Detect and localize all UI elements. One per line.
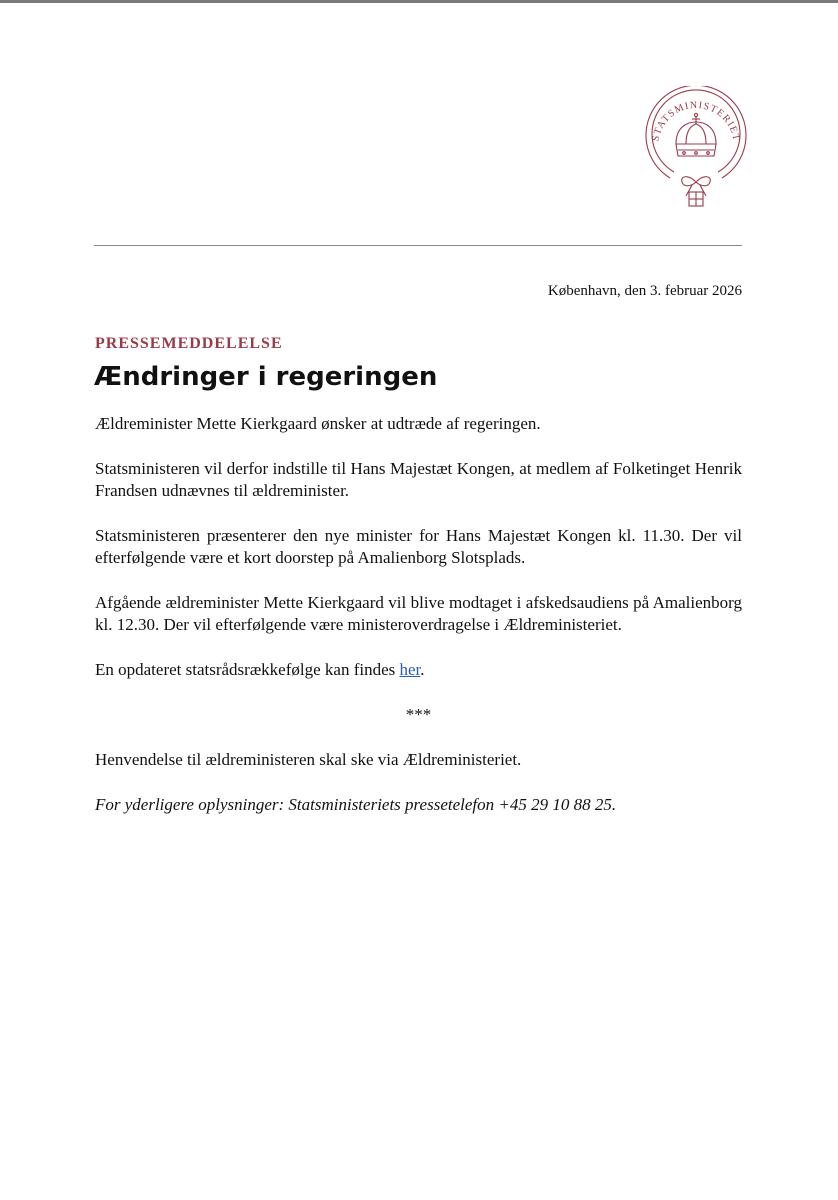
paragraph-1: Ældreminister Mette Kierkgaard ønsker at udtræde af regeringen. — [95, 414, 541, 433]
paragraph-4: Afgående ældreminister Mette Kierkgaard vil blive modtaget i afskedsaudiens på Amalienborg kl. 12.30. Der vil efterfølgende være ministeroverdragelse i Ældreministeriet. — [95, 593, 742, 634]
statsministeriet-seal-logo — [640, 86, 752, 218]
paragraph-2: Statsministeren vil derfor indstille til Hans Majestæt Kongen, at medlem af Folketinget Henrik Frandsen udnævnes til ældreminister. — [95, 459, 742, 500]
document-body — [95, 413, 742, 839]
link-paragraph — [95, 659, 742, 681]
document-date: København, den 3. februar 2026 — [547, 283, 742, 299]
page-title: Ændringer i regeringen — [94, 362, 438, 392]
statsraad-order-link[interactable]: her — [399, 660, 421, 679]
svg-text:STATSMINISTERIET: STATSMINISTERIET — [650, 99, 742, 143]
section-separator: *** — [405, 705, 432, 724]
header-divider — [94, 245, 742, 246]
top-border — [0, 0, 838, 3]
contact-note: Henvendelse til ældreministeren skal ske via Ældreministeriet. — [95, 750, 522, 769]
paragraph-3: Statsministeren præsenterer den nye minister for Hans Majestæt Kongen kl. 11.30. Der vil efterfølgende være et kort doorstep på Amalienborg Slotsplads. — [95, 526, 742, 567]
link-sentence-prefix: En opdateret statsrådsrækkefølge kan findes — [95, 660, 400, 679]
press-contact-info: For yderligere oplysninger: Statsministeriets pressetelefon +45 29 10 88 25. — [95, 795, 617, 814]
link-sentence-suffix: . — [420, 660, 425, 679]
press-release-label: PRESSEMEDDELELSE — [95, 335, 283, 352]
